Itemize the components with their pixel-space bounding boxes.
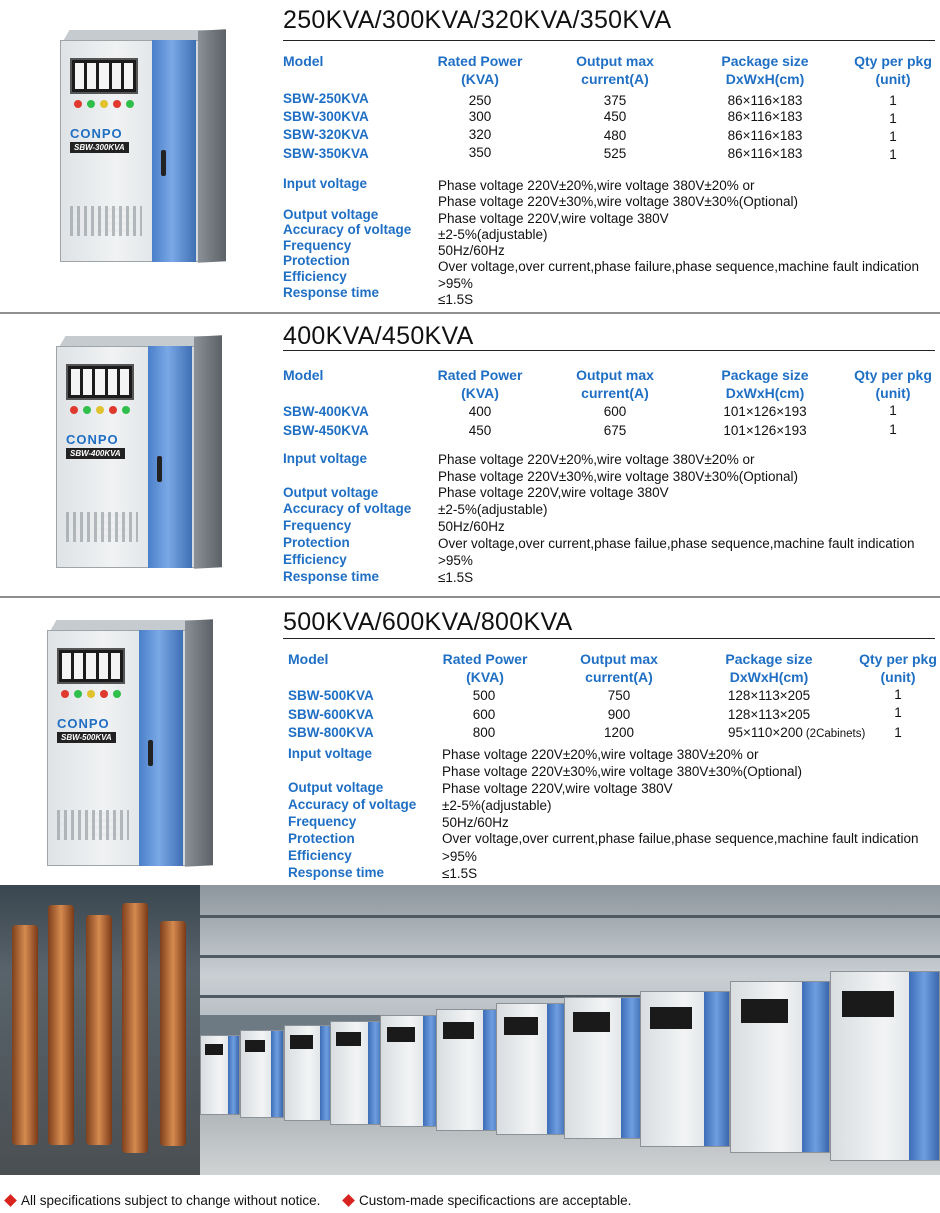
cabinet-model-plate: SBW-500KVA xyxy=(57,732,116,743)
cabinet-row-unit xyxy=(730,981,830,1153)
spec-label-protection: Protection xyxy=(288,831,355,846)
spec-efficiency: >95% xyxy=(438,276,473,291)
meter-panel xyxy=(57,648,125,684)
cabinet-model-plate: SBW-300KVA xyxy=(70,142,129,153)
qty-cell: 1 xyxy=(889,111,897,126)
cabinet-row-unit xyxy=(640,991,730,1147)
spec-label-output-voltage: Output voltage xyxy=(288,780,384,795)
header-model: Model xyxy=(288,651,329,667)
section-500-800kva xyxy=(0,598,940,883)
spec-response-time: ≤1.5S xyxy=(442,866,478,881)
spec-protection: Over voltage,over current,phase failue,phase sequence,machine fault indication xyxy=(438,536,915,551)
spec-accuracy: ±2-5%(adjustable) xyxy=(438,502,548,517)
spec-accuracy: ±2-5%(adjustable) xyxy=(438,227,548,242)
product-image-cabinet xyxy=(60,30,225,262)
header-qty: Qty per pkg (unit) xyxy=(854,53,932,87)
header-output-current: Output max current(A) xyxy=(580,651,658,685)
red-diamond-icon xyxy=(342,1194,355,1207)
current-cell: 750 xyxy=(607,688,631,703)
header-rated-power: Rated Power (KVA) xyxy=(442,651,528,685)
footer-notes xyxy=(6,1193,631,1208)
power-cell: 400 xyxy=(468,404,492,419)
meter-panel xyxy=(70,58,138,94)
coil-winding-photo xyxy=(0,885,200,1175)
qty-cell: 1 xyxy=(894,725,902,740)
cabinet-row-unit xyxy=(380,1015,440,1127)
spec-input-voltage-line1: Phase voltage 220V±20%,wire voltage 380V±20% or xyxy=(438,452,755,467)
cabinet-row-unit xyxy=(330,1021,384,1125)
spec-label-accuracy: Accuracy of voltage xyxy=(283,501,412,516)
qty-cell: 1 xyxy=(889,422,897,437)
qty-cell: 1 xyxy=(889,403,897,418)
spec-label-accuracy: Accuracy of voltage xyxy=(283,222,412,237)
cabinet-row-unit xyxy=(284,1025,334,1121)
model-cell: SBW-250KVA xyxy=(283,91,369,106)
spec-label-output-voltage: Output voltage xyxy=(283,207,379,222)
spec-response-time: ≤1.5S xyxy=(438,570,474,585)
spec-label-input-voltage: Input voltage xyxy=(283,451,367,466)
power-cell: 250 xyxy=(468,93,492,108)
indicator-lights xyxy=(61,690,121,700)
model-cell: SBW-400KVA xyxy=(283,404,369,419)
size-note: (2Cabinets) xyxy=(805,728,866,740)
footer-note-2: Custom-made specificactions are acceptable. xyxy=(358,1193,632,1208)
door-handle xyxy=(157,456,162,482)
size-cell: 86×116×183 xyxy=(727,109,803,124)
power-cell: 500 xyxy=(472,688,496,703)
power-cell: 600 xyxy=(472,707,496,722)
section-400-450kva xyxy=(0,314,940,596)
product-image-cabinet xyxy=(56,336,226,568)
size-cell: 86×116×183 xyxy=(727,93,803,108)
spec-label-frequency: Frequency xyxy=(283,238,352,253)
current-cell: 375 xyxy=(603,93,627,108)
cabinet-side xyxy=(194,335,222,568)
qty-cell: 1 xyxy=(889,147,897,162)
cabinet-row-unit xyxy=(496,1003,568,1135)
vent-grille xyxy=(66,512,138,542)
size-cell: 128×113×205 xyxy=(727,707,811,722)
header-rated-power: Rated Power (KVA) xyxy=(437,53,523,87)
cabinet-row-unit xyxy=(830,971,940,1161)
indicator-lights xyxy=(70,406,130,416)
power-cell: 450 xyxy=(468,423,492,438)
spec-efficiency: >95% xyxy=(442,849,477,864)
spec-label-input-voltage: Input voltage xyxy=(288,746,372,761)
cabinet-side xyxy=(198,29,226,262)
spec-label-accuracy: Accuracy of voltage xyxy=(288,797,417,812)
vent-grille xyxy=(57,810,129,840)
vent-grille xyxy=(70,206,142,236)
spec-label-response-time: Response time xyxy=(283,569,380,584)
spec-frequency: 50Hz/60Hz xyxy=(438,243,505,258)
cabinet-row-unit xyxy=(436,1009,502,1131)
spec-protection: Over voltage,over current,phase failue,phase sequence,machine fault indication xyxy=(442,831,919,846)
spec-label-protection: Protection xyxy=(283,535,350,550)
size-cell: 86×116×183 xyxy=(727,128,803,143)
spec-label-frequency: Frequency xyxy=(288,814,357,829)
model-cell: SBW-300KVA xyxy=(283,109,369,124)
model-cell: SBW-800KVA xyxy=(288,725,374,740)
header-output-current: Output max current(A) xyxy=(576,367,654,401)
spec-label-efficiency: Efficiency xyxy=(283,552,347,567)
spec-protection: Over voltage,over current,phase failure,phase sequence,machine fault indication xyxy=(438,259,920,274)
spec-input-voltage-line2: Phase voltage 220V±30%,wire voltage 380V±30%(Optional) xyxy=(438,194,799,209)
spec-response-time: ≤1.5S xyxy=(438,292,474,307)
header-package-size: Package size DxWxH(cm) xyxy=(721,53,809,87)
spec-label-frequency: Frequency xyxy=(283,518,352,533)
current-cell: 600 xyxy=(603,404,627,419)
section-title: 500KVA/600KVA/800KVA xyxy=(283,608,573,636)
header-qty: Qty per pkg (unit) xyxy=(859,651,937,685)
size-value: 95×110×200 xyxy=(728,725,803,740)
current-cell: 450 xyxy=(603,109,627,124)
product-image-cabinet xyxy=(47,620,235,866)
spec-frequency: 50Hz/60Hz xyxy=(442,815,509,830)
spec-output-voltage: Phase voltage 220V,wire voltage 380V xyxy=(438,485,669,500)
spec-label-protection: Protection xyxy=(283,253,350,268)
meter-panel xyxy=(66,364,134,400)
header-package-size: Package size DxWxH(cm) xyxy=(721,367,809,401)
size-cell xyxy=(728,724,865,743)
cabinet-door xyxy=(152,40,196,262)
spec-label-efficiency: Efficiency xyxy=(288,848,352,863)
spec-input-voltage-line2: Phase voltage 220V±30%,wire voltage 380V±30%(Optional) xyxy=(442,764,803,779)
spec-accuracy: ±2-5%(adjustable) xyxy=(442,798,552,813)
cabinet-row-unit xyxy=(240,1030,284,1118)
footer-note-1: All specifications subject to change without notice. xyxy=(21,1193,321,1208)
spec-output-voltage: Phase voltage 220V,wire voltage 380V xyxy=(438,211,669,226)
header-package-size: Package size DxWxH(cm) xyxy=(725,651,813,685)
spec-input-voltage-line1: Phase voltage 220V±20%,wire voltage 380V±20% or xyxy=(438,178,755,193)
title-rule xyxy=(283,350,935,351)
current-cell: 900 xyxy=(607,707,631,722)
model-cell: SBW-320KVA xyxy=(283,127,369,142)
power-cell: 320 xyxy=(468,127,492,142)
brand-logo: CONPO xyxy=(70,126,123,141)
section-250-350kva xyxy=(0,0,940,312)
indicator-lights xyxy=(74,100,134,110)
power-cell: 350 xyxy=(468,145,492,160)
header-model: Model xyxy=(283,367,324,383)
title-rule xyxy=(283,40,935,41)
header-output-current: Output max current(A) xyxy=(576,53,654,87)
spec-input-voltage-line1: Phase voltage 220V±20%,wire voltage 380V±20% or xyxy=(442,747,759,762)
current-cell: 480 xyxy=(603,128,627,143)
section-title: 250KVA/300KVA/320KVA/350KVA xyxy=(283,6,672,34)
current-cell: 525 xyxy=(603,146,627,161)
cabinet-door xyxy=(139,630,183,866)
red-diamond-icon xyxy=(4,1194,17,1207)
spec-efficiency: >95% xyxy=(438,553,473,568)
model-cell: SBW-350KVA xyxy=(283,146,369,161)
current-cell: 675 xyxy=(603,423,627,438)
spec-input-voltage-line2: Phase voltage 220V±30%,wire voltage 380V±30%(Optional) xyxy=(438,469,799,484)
size-cell: 101×126×193 xyxy=(723,423,807,438)
size-cell: 101×126×193 xyxy=(723,404,807,419)
cabinet-model-plate: SBW-400KVA xyxy=(66,448,125,459)
spec-label-efficiency: Efficiency xyxy=(283,269,347,284)
cabinet-row-unit xyxy=(564,997,644,1139)
current-cell: 1200 xyxy=(603,725,635,740)
spec-label-output-voltage: Output voltage xyxy=(283,485,379,500)
brand-logo: CONPO xyxy=(57,716,110,731)
qty-cell: 1 xyxy=(894,687,902,702)
model-cell: SBW-500KVA xyxy=(288,688,374,703)
door-handle xyxy=(161,150,166,176)
spec-label-response-time: Response time xyxy=(283,285,380,300)
cabinet-row-unit xyxy=(200,1035,240,1115)
spec-label-response-time: Response time xyxy=(288,865,385,880)
size-cell: 128×113×205 xyxy=(727,688,811,703)
title-rule xyxy=(283,638,935,639)
spec-frequency: 50Hz/60Hz xyxy=(438,519,505,534)
header-rated-power: Rated Power (KVA) xyxy=(437,367,523,401)
size-cell: 86×116×183 xyxy=(727,146,803,161)
power-cell: 800 xyxy=(472,725,496,740)
model-cell: SBW-600KVA xyxy=(288,707,374,722)
header-model: Model xyxy=(283,53,324,69)
spec-label-input-voltage: Input voltage xyxy=(283,176,367,191)
door-handle xyxy=(148,740,153,766)
factory-photo xyxy=(0,885,940,1175)
spec-output-voltage: Phase voltage 220V,wire voltage 380V xyxy=(442,781,673,796)
power-cell: 300 xyxy=(468,109,492,124)
model-cell: SBW-450KVA xyxy=(283,423,369,438)
qty-cell: 1 xyxy=(889,129,897,144)
qty-cell: 1 xyxy=(894,705,902,720)
cabinet-door xyxy=(148,346,192,568)
brand-logo: CONPO xyxy=(66,432,119,447)
header-qty: Qty per pkg (unit) xyxy=(854,367,932,401)
cabinet-side xyxy=(185,619,213,866)
section-title: 400KVA/450KVA xyxy=(283,322,474,350)
qty-cell: 1 xyxy=(889,93,897,108)
